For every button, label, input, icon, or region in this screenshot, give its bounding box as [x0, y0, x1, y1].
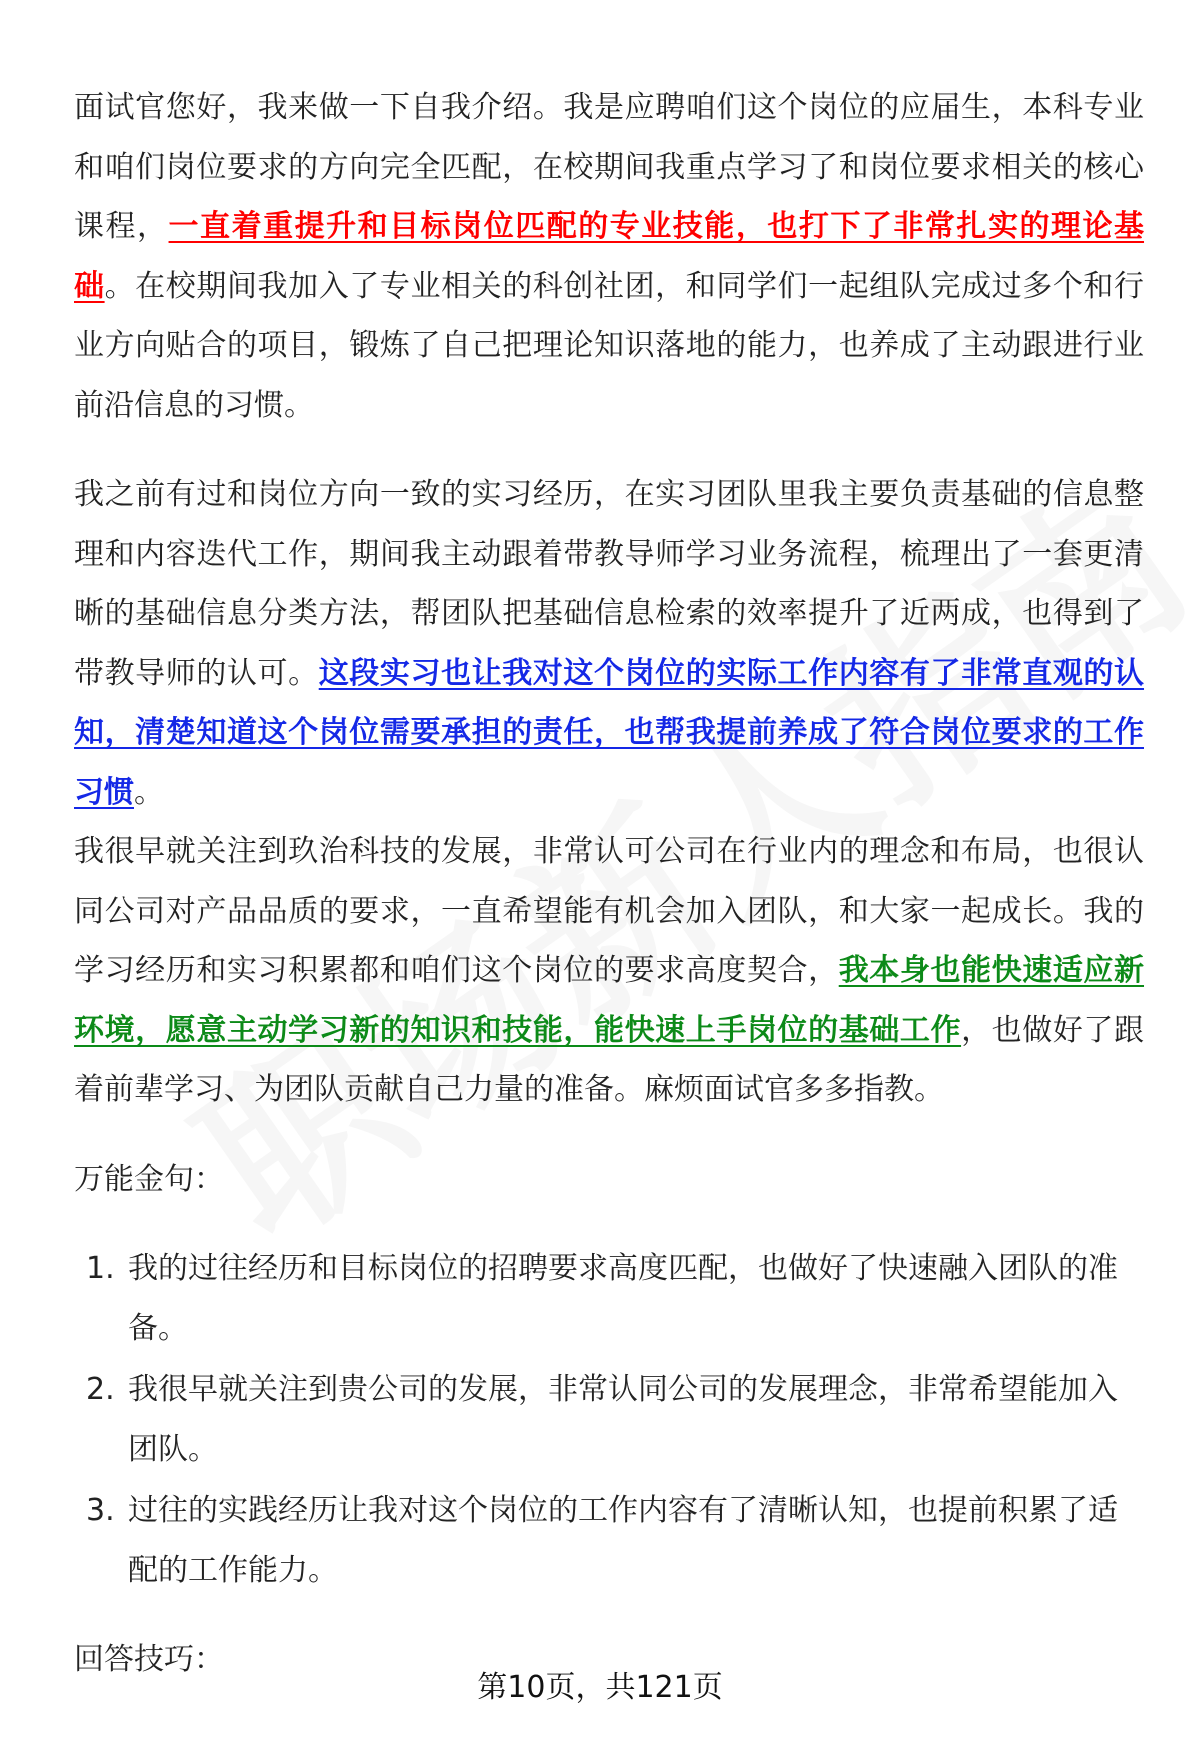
document-body: [74, 78, 1144, 1690]
internship-paragraph: [74, 465, 1144, 822]
company-highlight-green: 我本身也能快速适应新环境，愿意主动学习新的知识和技能，能快速上手岗位的基础工作: [74, 953, 1145, 1048]
internship-text: 我之前有过和岗位方向一致的实习经历，在实习团队里我主要负责基础的信息整理和内容迭代工作，期间我主动跟着带教导师学习业务流程，梳理出了一套更清晰的基础信息分类方法，帮团队把基础信息检索的效率提升了近两成，也得到了带教导师的认可。: [74, 477, 1144, 691]
golden-sentences-list: [74, 1239, 1144, 1600]
intro-paragraph: [74, 78, 1144, 435]
answer-tips-label: 回答技巧：: [74, 1642, 224, 1677]
intro-highlight-red: 一直着重提升和目标岗位匹配的专业技能，也打下了非常扎实的理论基础: [74, 209, 1145, 304]
company-text: 我很早就关注到玖治科技的发展，非常认可公司在行业内的理念和布局，也很认同公司对产品品质的要求，一直希望能有机会加入团队，和大家一起成长。我的学习经历和实习积累都和咱们这个岗位的要求高度契合，: [74, 834, 1144, 988]
company-text-end: ，也做好了跟着前辈学习、为团队贡献自己力量的准备。麻烦面试官多多指教。: [74, 1012, 1145, 1107]
list-item: [74, 1481, 1144, 1600]
company-paragraph: [74, 822, 1144, 1120]
list-item: [74, 1239, 1144, 1358]
list-item-text: 我的过往经历和目标岗位的招聘要求高度匹配，也做好了快速融入团队的准备。: [128, 1251, 1118, 1346]
internship-text-end: 。: [134, 774, 164, 810]
golden-sentences-label: 万能金句：: [74, 1161, 224, 1197]
internship-highlight-blue: 这段实习也让我对这个岗位的实际工作内容有了非常直观的认知，清楚知道这个岗位需要承担的责任，也帮我提前养成了符合岗位要求的工作习惯: [74, 655, 1145, 810]
intro-text: 面试官您好，我来做一下自我介绍。我是应聘咱们这个岗位的应届生，本科专业和咱们岗位要求的方向完全匹配，在校期间我重点学习了和岗位要求相关的核心课程，: [74, 90, 1144, 244]
list-item-text: 过往的实践经历让我对这个岗位的工作内容有了清晰认知，也提前积累了适配的工作能力。: [128, 1493, 1118, 1588]
page-number-footer: 第10页，共121页: [477, 1670, 723, 1705]
list-item: [74, 1360, 1144, 1479]
list-item-number: 1.: [86, 1251, 115, 1286]
list-item-number: 2.: [86, 1372, 115, 1407]
list-item-number: 3.: [86, 1493, 115, 1528]
list-item-text: 我很早就关注到贵公司的发展，非常认同公司的发展理念，非常希望能加入团队。: [128, 1372, 1118, 1467]
intro-text-continued: 。在校期间我加入了专业相关的科创社团，和同学们一起组队完成过多个和行业方向贴合的项目，锻炼了自己把理论知识落地的能力，也养成了主动跟进行业前沿信息的习惯。: [74, 268, 1145, 423]
